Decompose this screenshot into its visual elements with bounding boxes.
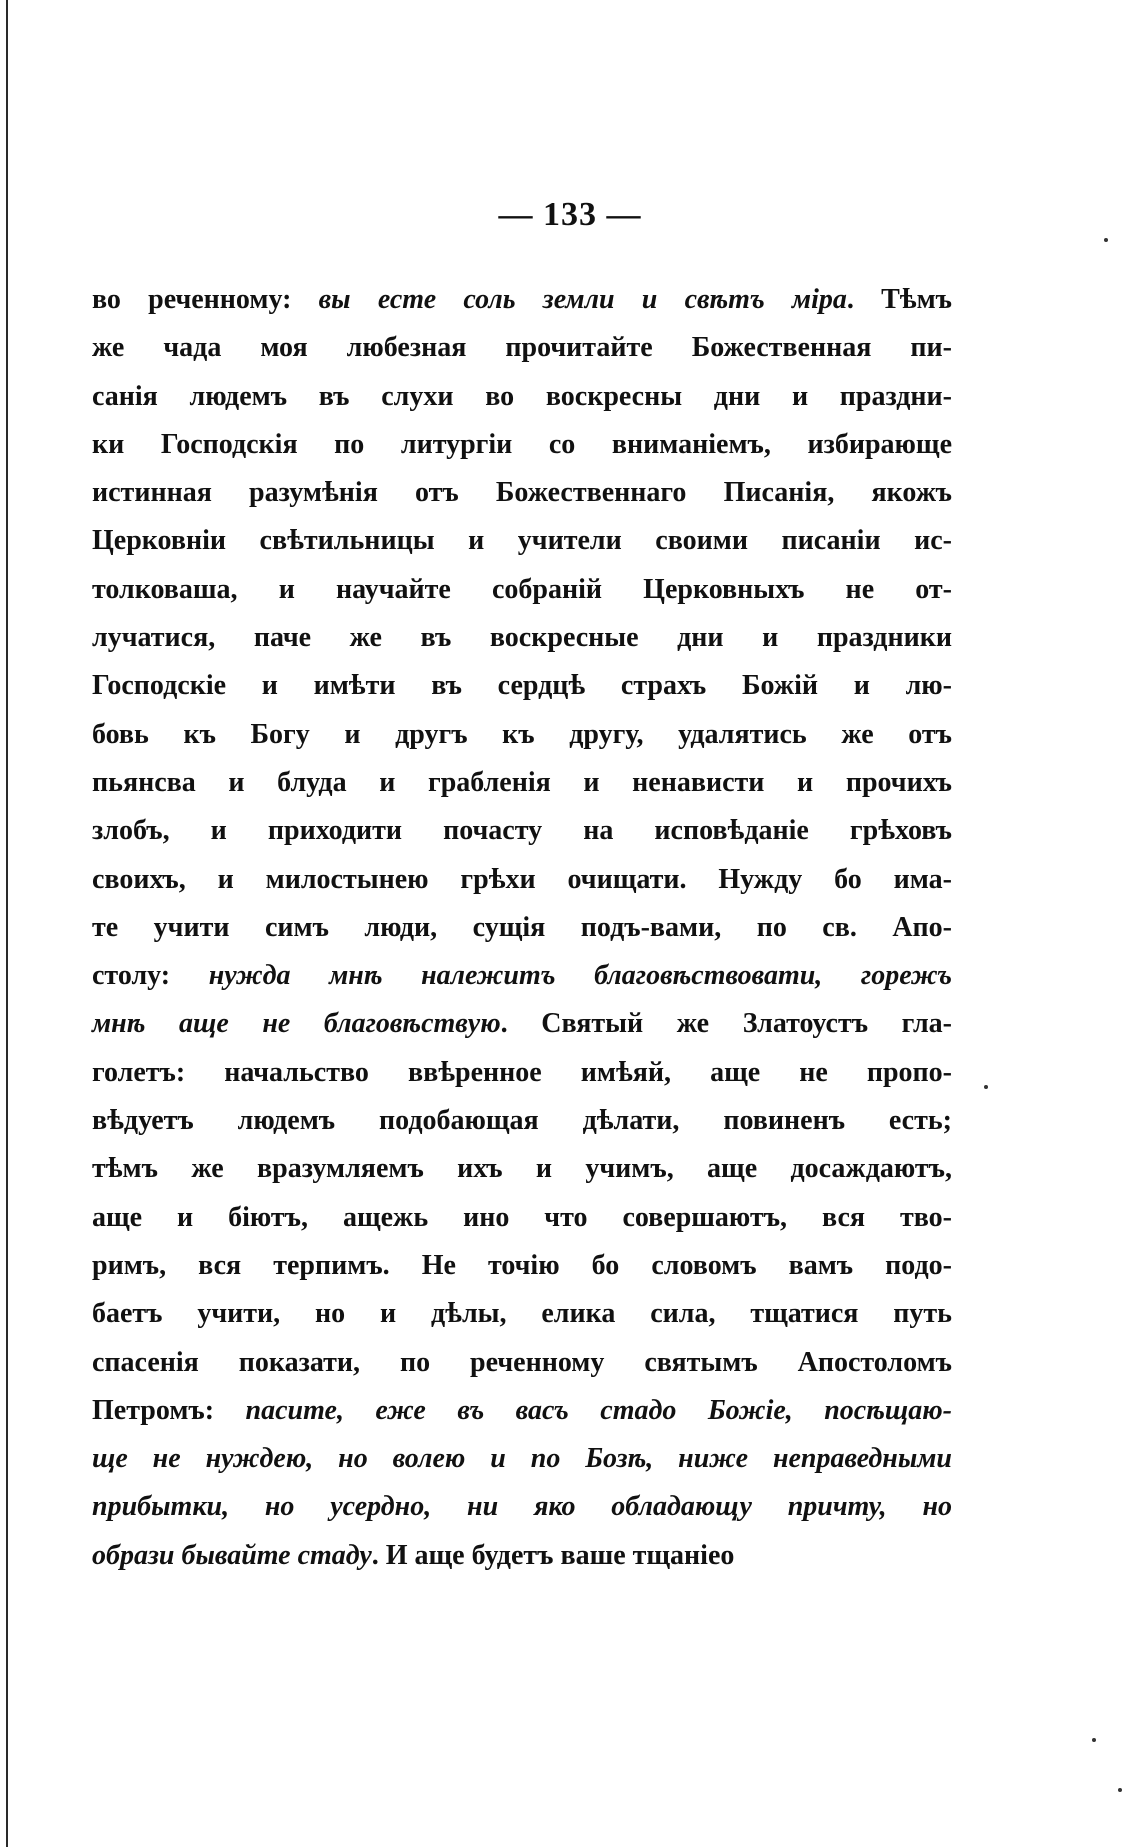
text-line — [92, 662, 952, 710]
text-line — [92, 1387, 952, 1435]
text-segment: спасенія показати, по реченному святымъ Апостоломъ — [92, 1346, 952, 1378]
text-line — [92, 1242, 952, 1290]
text-line — [92, 1000, 952, 1048]
text-segment: голетъ: начальство ввѣренное имѣяй, аще не пропо- — [92, 1056, 952, 1088]
print-speck — [984, 1085, 988, 1089]
page-number: — 133 — — [498, 196, 642, 233]
text-line — [92, 1097, 952, 1145]
text-segment: . Тѣмъ — [846, 284, 953, 315]
text-segment: Господскіе и имѣти въ сердцѣ страхъ Божій и лю- — [92, 670, 952, 702]
text-line — [92, 759, 952, 807]
italic-quote: пасите, еже въ васъ стадо Божіе, посѣщаю- — [245, 1394, 953, 1426]
italic-quote: прибытки, но усердно, ни яко обладающу причту, но — [92, 1491, 952, 1523]
text-line — [92, 1194, 952, 1242]
text-line — [92, 276, 952, 324]
print-speck — [1118, 1788, 1122, 1792]
text-line — [92, 566, 952, 614]
text-line — [92, 1532, 952, 1580]
text-segment: пьянсва и блуда и грабленія и ненависти и прочихъ — [92, 766, 952, 798]
text-segment: аще и біютъ, ащежь ино что совершаютъ, вся тво- — [92, 1201, 952, 1233]
text-segment: Петромъ: — [92, 1394, 246, 1426]
italic-quote: нужда мнѣ належитъ благовѣствовати, горежъ — [208, 960, 952, 992]
text-line — [92, 1435, 952, 1483]
text-segment: злобъ, и приходити почасту на исповѣданіе грѣховъ — [92, 815, 952, 847]
text-segment: тѣмъ же вразумляемъ ихъ и учимъ, аще досаждаютъ, — [92, 1153, 952, 1185]
text-line — [92, 807, 952, 855]
text-line — [92, 517, 952, 565]
page-edge-rule — [6, 0, 8, 1847]
text-segment: столу: — [92, 960, 209, 992]
text-line — [92, 1339, 952, 1387]
italic-quote: ще не нуждею, но волею и по Бозѣ, ниже неправедными — [92, 1443, 952, 1475]
text-line — [92, 1145, 952, 1193]
text-segment: своихъ, и милостынею грѣхи очищати. Нужду бо има- — [92, 863, 952, 895]
italic-quote: образи бывайте стаду — [92, 1539, 372, 1571]
text-segment: . Святый же Златоустъ гла- — [500, 1008, 952, 1040]
text-segment: . И аще будетъ ваше тщаніео — [371, 1539, 735, 1571]
text-line — [92, 421, 952, 469]
text-line — [92, 373, 952, 421]
text-segment: санія людемъ въ слухи во воскресны дни и праздни- — [92, 380, 952, 412]
text-line — [92, 1483, 952, 1531]
text-line — [92, 856, 952, 904]
text-segment: вѣдуетъ людемъ подобающая дѣлати, повиненъ есть; — [92, 1105, 952, 1137]
text-line — [92, 1049, 952, 1097]
text-line — [92, 711, 952, 759]
text-segment: те учити симъ люди, сущія подъ-вами, по св. Апо- — [92, 911, 952, 943]
text-segment: лучатися, паче же въ воскресные дни и праздники — [92, 622, 952, 654]
text-line — [92, 324, 952, 372]
print-speck — [1092, 1738, 1096, 1742]
text-segment: во реченному: — [92, 284, 319, 315]
text-line — [92, 904, 952, 952]
text-segment: римъ, вся терпимъ. Не точію бо словомъ вамъ подо- — [92, 1249, 952, 1281]
text-line — [92, 614, 952, 662]
text-segment: истинная разумѣнія отъ Божественнаго Писанія, якожъ — [92, 477, 952, 509]
text-line — [92, 952, 952, 1000]
italic-quote: мнѣ аще не благовѣствую — [92, 1008, 501, 1040]
text-segment: ки Господскія по литургіи со вниманіемъ, избирающе — [92, 428, 952, 460]
text-segment: баетъ учити, но и дѣлы, елика сила, тщатися путь — [92, 1298, 952, 1330]
text-line — [92, 1290, 952, 1338]
text-line — [92, 469, 952, 517]
text-segment: бовь къ Богу и другъ къ другу, удалятись же отъ — [92, 718, 952, 750]
body-text — [92, 276, 952, 1580]
text-segment: толковаша, и научайте собраній Церковныхъ не от- — [92, 573, 952, 605]
print-speck — [1104, 238, 1108, 242]
text-segment: Церковніи свѣтильницы и учители своими писаніи ис- — [92, 525, 952, 557]
text-segment: же чада моя любезная прочитайте Божественная пи- — [92, 332, 952, 364]
italic-quote: вы есте соль земли и свѣтъ міра — [318, 284, 847, 315]
